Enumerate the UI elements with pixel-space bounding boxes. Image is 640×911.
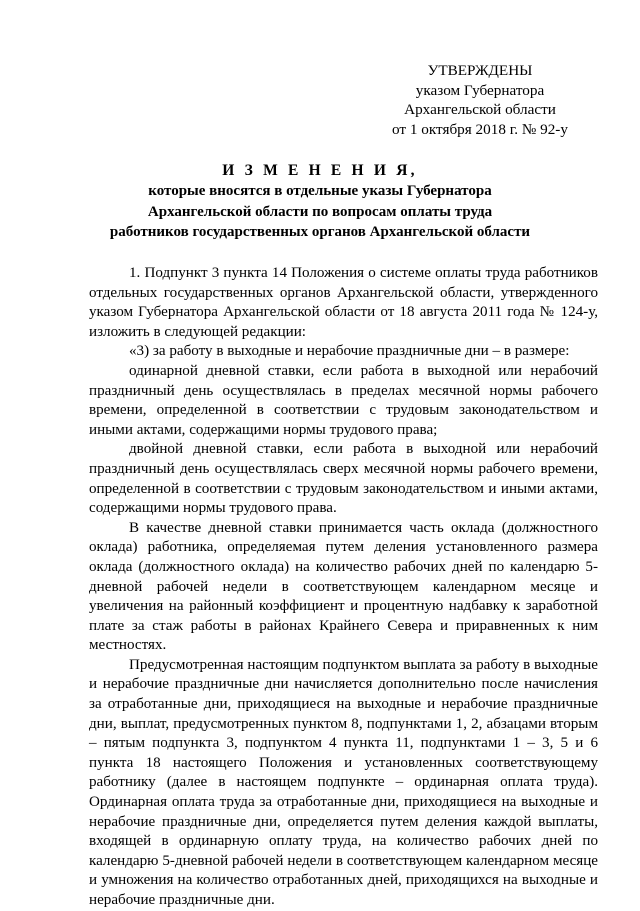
title-line: работников государственных органов Архангельской области	[109, 224, 531, 240]
title-line: которые вносятся в отдельные указы Губернатора	[148, 183, 492, 199]
title-heading: И З М Е Н Е Н И Я,	[222, 162, 418, 179]
approval-line: Архангельской области	[404, 101, 556, 119]
paragraph: двойной дневной ставки, если работа в выходной или нерабочий праздничный день осуществлялась сверх месячной нормы рабочего времени, определенной в соответствии с трудовым законодательством и иными актами, содержащими нормы трудового права.	[89, 441, 598, 517]
document-body	[89, 264, 598, 911]
paragraph: В качестве дневной ставки принимается часть оклада (должностного оклада) работника, определяемая путем деления установленного размера оклада (должностного оклада) на количество рабочих дней по календарю 5-дневной рабочей недели в соответствующем календарном месяце и увеличения на районный коэффициент и процентную надбавку к заработной плате за стаж работы в районах Крайнего Севера и приравненных к ним местностях.	[89, 519, 598, 654]
paragraph: Предусмотренная настоящим подпунктом выплата за работу в выходные и нерабочие праздничные дни начисляется дополнительно после начисления за отработанные дни, приходящиеся на выходные и нерабочие праздничные дни, выплат, предусмотренных пунктом 8, подпунктами 1, 2, абзацами вторым – пятым подпункта 3, подпунктом 4 пункта 11, подпунктами 1 – 3, 5 и 6 пункта 18 настоящего Положения и установленных соответствующему работнику (далее в настоящем подпункте – ординарная оплата труда). Ординарная оплата труда за отработанные дни, приходящиеся на выходные и нерабочие праздничные дни, определяется путем деления каждой выплаты, входящей в ординарную оплату труда, на количество рабочих дней по календарю 5-дневной рабочей недели в соответствующем календарном месяце и умножения на количество отработанных дней, приходящихся на выходные и нерабочие праздничные дни.	[89, 656, 598, 908]
approval-line: УТВЕРЖДЕНЫ	[427, 62, 533, 79]
paragraph: «3) за работу в выходные и нерабочие праздничные дни – в размере:	[129, 343, 570, 360]
paragraph: одинарной дневной ставки, если работа в выходной или нерабочий праздничный день осуществлялась в пределах месячной нормы рабочего времени, определенной в соответствии с трудовым законодательством и иными актами, содержащими нормы трудового права;	[89, 362, 598, 438]
document-title	[0, 160, 640, 243]
paragraph: 1. Подпункт 3 пункта 14 Положения о системе оплаты труда работников отдельных государственных органов Архангельской области, утвержденного указом Губернатора Архангельской области от 18 августа 2011 года № 124-у, изложить в следующей редакции:	[89, 265, 598, 340]
title-line: Архангельской области по вопросам оплаты труда	[147, 203, 493, 220]
approval-stamp	[360, 61, 600, 139]
approval-line: от 1 октября 2018 г. № 92-у	[392, 120, 568, 138]
approval-line: указом Губернатора	[415, 81, 545, 99]
